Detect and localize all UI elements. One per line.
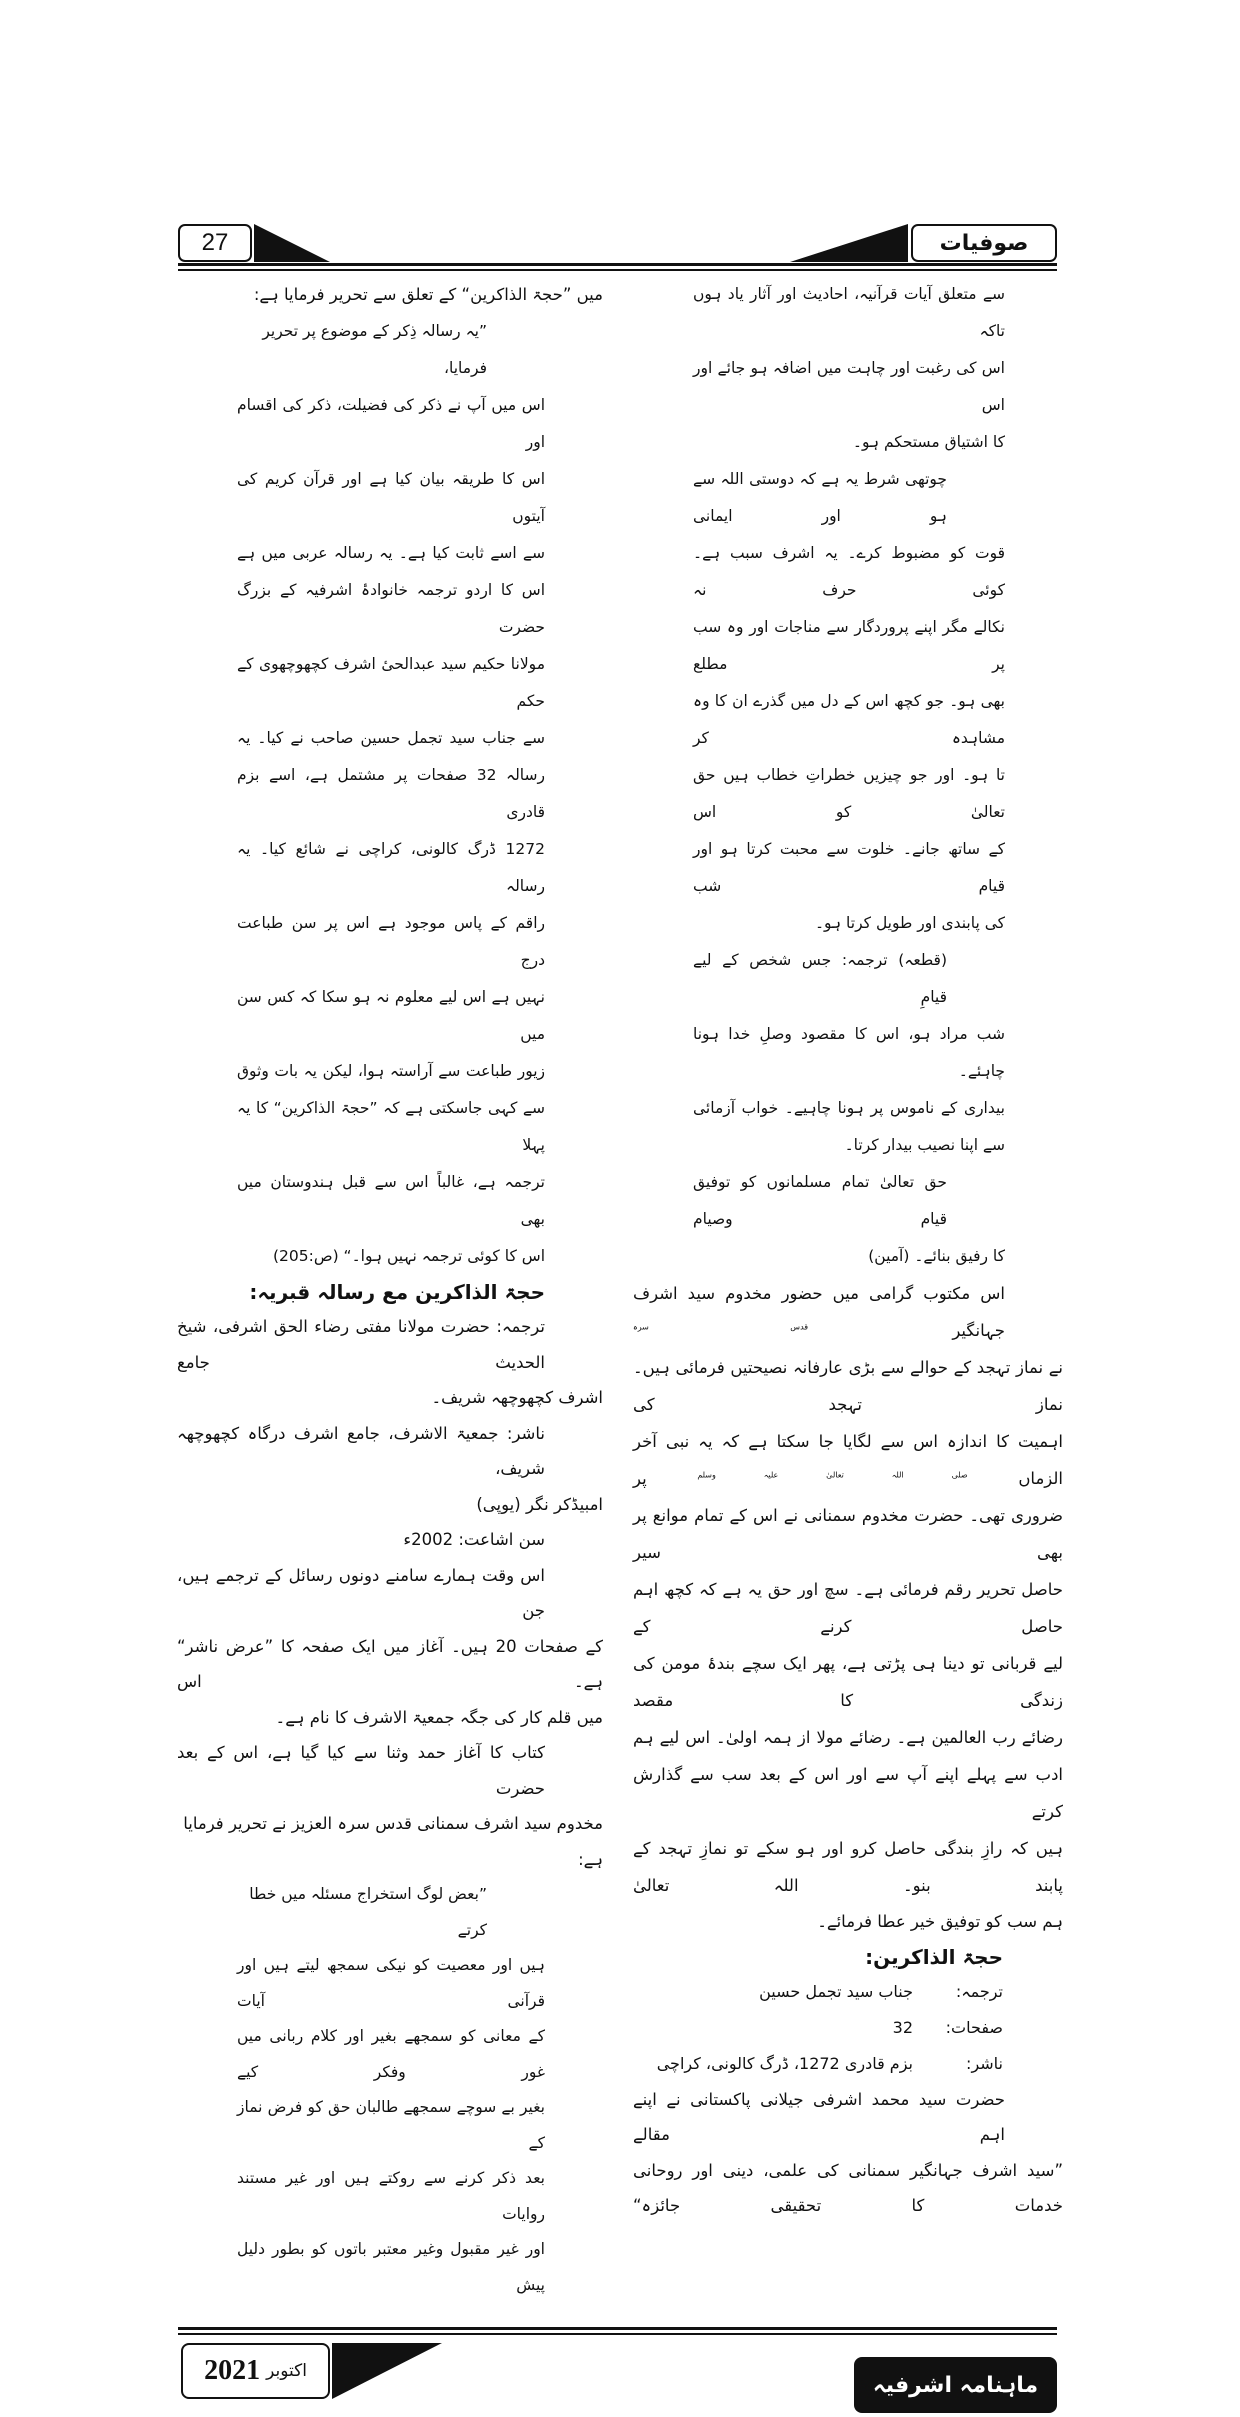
text-line: قوت کو مضبوط کرے۔ یہ اشرف سبب ہے۔ کوئی حرف نہ	[693, 544, 1005, 599]
info-value: بزم قادری 1272، ڈرگ کالونی، کراچی	[656, 2053, 913, 2073]
quote-line: رسالہ 32 صفحات پر مشتمل ہے، اسے بزم قادری	[237, 766, 545, 821]
quote-line: اس کا اردو ترجمہ خانوادۂ اشرفیہ کے بزرگ حضرت	[237, 581, 545, 636]
quote-line: ہیں اور معصیت کو نیکی سمجھ لیتے ہیں اور قرآنی آیات	[237, 1956, 545, 2010]
magazine-name: ماہنامہ اشرفیہ	[854, 2357, 1057, 2413]
info-value: 32	[892, 2017, 913, 2037]
text-line: سن اشاعت: 2002ء	[403, 1530, 545, 1549]
text-line: شب مراد ہو، اس کا مقصود وصلِ خدا ہونا چاہئے۔	[693, 1025, 1005, 1080]
text-line: نکالے مگر اپنے پروردگار سے مناجات اور وہ سب پر مطلع	[693, 618, 1005, 673]
text-line: کے صفحات 20 ہیں۔ آغاز میں ایک صفحہ کا ”عرض ناشر“ ہے۔ اس	[177, 1636, 603, 1691]
page-number: 27	[178, 224, 252, 262]
quote-line: اس کا کوئی ترجمہ نہیں ہوا۔“ (ص:205)	[272, 1247, 545, 1265]
footer-divider	[178, 2327, 1057, 2335]
quote-line: راقم کے پاس موجود ہے اس پر سن طباعت درج	[237, 914, 545, 969]
quote-line: نہیں ہے اس لیے معلوم نہ ہو سکا کہ کس سن میں	[237, 988, 545, 1043]
quote-line: کے معانی کو سمجھے بغیر اور کلام ربانی میں غور وفکر کیے	[237, 2027, 545, 2081]
header-divider	[178, 263, 1057, 271]
left-column	[177, 276, 603, 2303]
text-line: ہیں کہ رازِ بندگی حاصل کرو اور ہو سکے تو نمازِ تہجد کے پابند بنو۔ اللہ تعالیٰ	[633, 1839, 1063, 1895]
text-line: حاصل تحریر رقم فرمائی ہے۔ سچ اور حق یہ ہے کہ کچھ اہم حاصل کرنے کے	[633, 1580, 1063, 1636]
text-line: میں ”حجۃ الذاکرین“ کے تعلق سے تحریر فرمایا ہے:	[253, 285, 603, 304]
quote-line: اور غیر مقبول وغیر معتبر باتوں کو بطور دلیل پیش	[237, 2240, 545, 2294]
info-row-translator	[633, 1974, 1003, 2010]
text-line: لیے قربانی تو دینا ہی پڑتی ہے، پھر ایک سچے بندۂ مومن کی زندگی کا مقصد	[633, 1654, 1063, 1710]
text-line: کا رفیق بنائے۔ (آمین)	[868, 1247, 1005, 1265]
text-line: کتاب کا آغاز حمد وثنا سے کیا گیا ہے، اس کے بعد حضرت	[177, 1743, 545, 1798]
text-segment: پر	[633, 1469, 647, 1488]
section-heading: حجۃ الذاکرین مع رسالہ قبریہ:	[249, 1280, 545, 1304]
section-heading: حجۃ الذاکرین:	[865, 1944, 1003, 1969]
text-line: اس وقت ہمارے سامنے دونوں رسائل کے ترجمے ہیں، جن	[177, 1565, 545, 1620]
text-line: چوتھی شرط یہ ہے کہ دوستی اللہ سے ہو اور ایمانی	[693, 470, 947, 525]
text-line: ہم سب کو توفیق خیر عطا فرمائے۔	[817, 1912, 1063, 1931]
footer-wedge	[332, 2343, 442, 2399]
issue-year: 2021	[204, 2355, 261, 2386]
text-line: امبیڈکر نگر (یوپی)	[476, 1494, 603, 1514]
info-row-publisher	[633, 2046, 1003, 2082]
quote-line: 1272 ڈرگ کالونی، کراچی نے شائع کیا۔ یہ رسالہ	[237, 840, 545, 895]
text-line	[633, 1275, 1063, 1349]
section-title: صوفیات	[911, 224, 1057, 262]
quote-line: بغیر بے سوچے سمجھے طالبان حق کو فرض نماز کے	[237, 2098, 545, 2152]
quote-line: ترجمہ ہے، غالباً اس سے قبل ہندوستان میں بھی	[237, 1173, 545, 1228]
info-value: جناب سید تجمل حسین	[759, 1981, 913, 2001]
info-row-pages	[633, 2010, 1003, 2046]
quote-line: زیور طباعت سے آراستہ ہوا، لیکن یہ بات وثوق	[237, 1062, 545, 1080]
info-label: صفحات:	[945, 2017, 1003, 2037]
quote-line: سے جناب سید تجمل حسین صاحب نے کیا۔ یہ	[237, 729, 545, 747]
quote-line: اس میں آپ نے ذکر کی فضیلت، ذکر کی اقسام اور	[237, 396, 545, 451]
magazine-page	[177, 224, 1063, 2417]
text-line: حق تعالیٰ تمام مسلمانوں کو توفیق قیام وصیام	[693, 1173, 947, 1228]
text-line: ترجمہ: حضرت مولانا مفتی رضاء الحق اشرفی، شیخ الحدیث جامع	[177, 1317, 545, 1372]
issue-month: اکتوبر	[266, 2361, 307, 2381]
text-line: ضروری تھی۔ حضرت مخدوم سمنانی نے اس کے تمام موانع پر بھی سیر	[633, 1506, 1063, 1562]
quote-line: اس کا طریقہ بیان کیا ہے اور قرآن کریم کی آیتوں	[237, 470, 545, 525]
text-line: تا ہو۔ اور جو چیزیں خطراتِ خطاب ہیں حق تعالیٰ کو اس	[693, 766, 1005, 821]
right-column	[633, 276, 1063, 2224]
quote-line: مولانا حکیم سید عبدالحیٔ اشرف کچھوچھوی کے حکم	[237, 655, 545, 710]
quote-line: ”یہ رسالہ ذِکر کے موضوع پر تحریر فرمایا،	[262, 322, 487, 377]
page-footer	[177, 2327, 1063, 2417]
header-left-wedge	[254, 224, 330, 262]
text-line: سے متعلق آیات قرآنیہ، احادیث اور آثار یاد ہوں تاکہ	[693, 285, 1005, 340]
text-line: میں قلم کار کی جگہ جمعیۃ الاشرف کا نام ہے۔	[275, 1707, 603, 1727]
text-line: ادب سے پہلے اپنے آپ سے اور اس کے بعد سب سے گذارش کرتے	[633, 1765, 1063, 1821]
quote-line: بعد ذکر کرنے سے روکتے ہیں اور غیر مستند روایات	[237, 2169, 545, 2223]
quote-line: ”بعض لوگ استخراج مسئلہ میں خطا کرتے	[249, 1885, 487, 1939]
text-segment: اہمیت کا اندازہ اس سے لگایا جا سکتا ہے کہ یہ نبی آخر الزماں	[633, 1432, 1064, 1488]
text-segment: اس مکتوب گرامی میں حضور مخدوم سید اشرف جہانگیر	[633, 1284, 1006, 1340]
text-line: مخدوم سید اشرف سمنانی قدس سرہ العزیز نے تحریر فرمایا ہے:	[183, 1814, 603, 1869]
text-line: رضائے رب العالمین ہے۔ رضائے مولا از ہمہ اولیٰ۔ اس لیے ہم	[633, 1728, 1063, 1747]
header-right-wedge	[790, 224, 908, 262]
honorific: صلی اللہ تعالیٰ علیہ وسلم	[697, 1470, 968, 1480]
info-label: ترجمہ:	[955, 1981, 1003, 2001]
text-line: حضرت سید محمد اشرفی جیلانی پاکستانی نے اپنے اہم مقالے	[633, 2089, 1005, 2144]
quote-line: سے کہی جاسکتی ہے کہ ”حجۃ الذاکرین“ کا یہ پہلا	[237, 1099, 545, 1154]
text-line: (قطعہ) ترجمہ: جس شخص کے لیے قیامِ	[693, 951, 947, 1006]
text-line: بھی ہو۔ جو کچھ اس کے دل میں گذرے ان کا وہ مشاہدہ کر	[693, 692, 1005, 747]
columns	[177, 276, 1063, 2303]
text-line: کے ساتھ جانے۔ خلوت سے محبت کرتا ہو اور قیام شب	[693, 840, 1005, 895]
honorific: قدس سرہ	[633, 1322, 809, 1332]
text-line: اس کی رغبت اور چاہت میں اضافہ ہو جائے اور اس	[693, 359, 1005, 414]
text-line: کا اشتیاق مستحکم ہو۔	[852, 433, 1005, 451]
page-header	[177, 224, 1063, 270]
text-line: کی پابندی اور طویل کرتا ہو۔	[814, 914, 1005, 932]
quote-line: سے اسے ثابت کیا ہے۔ یہ رسالہ عربی میں ہے	[237, 544, 545, 562]
text-line: اشرف کچھوچھہ شریف۔	[431, 1388, 603, 1407]
text-line	[633, 1423, 1063, 1497]
text-line: بیداری کے ناموس پر ہونا چاہیے۔ خواب آزمائی	[693, 1099, 1005, 1117]
text-line: ناشر: جمعیۃ الاشرف، جامع اشرف درگاہ کچھوچھہ شریف،	[177, 1423, 545, 1478]
text-line: سے اپنا نصیب بیدار کرتا۔	[844, 1136, 1005, 1154]
text-line: ”سید اشرف جہانگیر سمنانی کی علمی، دینی اور روحانی خدمات کا تحقیقی جائزہ“	[633, 2160, 1063, 2215]
issue-date	[181, 2343, 330, 2399]
text-line: نے نماز تہجد کے حوالے سے بڑی عارفانہ نصیحتیں فرمائی ہیں۔ نماز تہجد کی	[633, 1358, 1063, 1414]
info-label: ناشر:	[966, 2053, 1003, 2073]
